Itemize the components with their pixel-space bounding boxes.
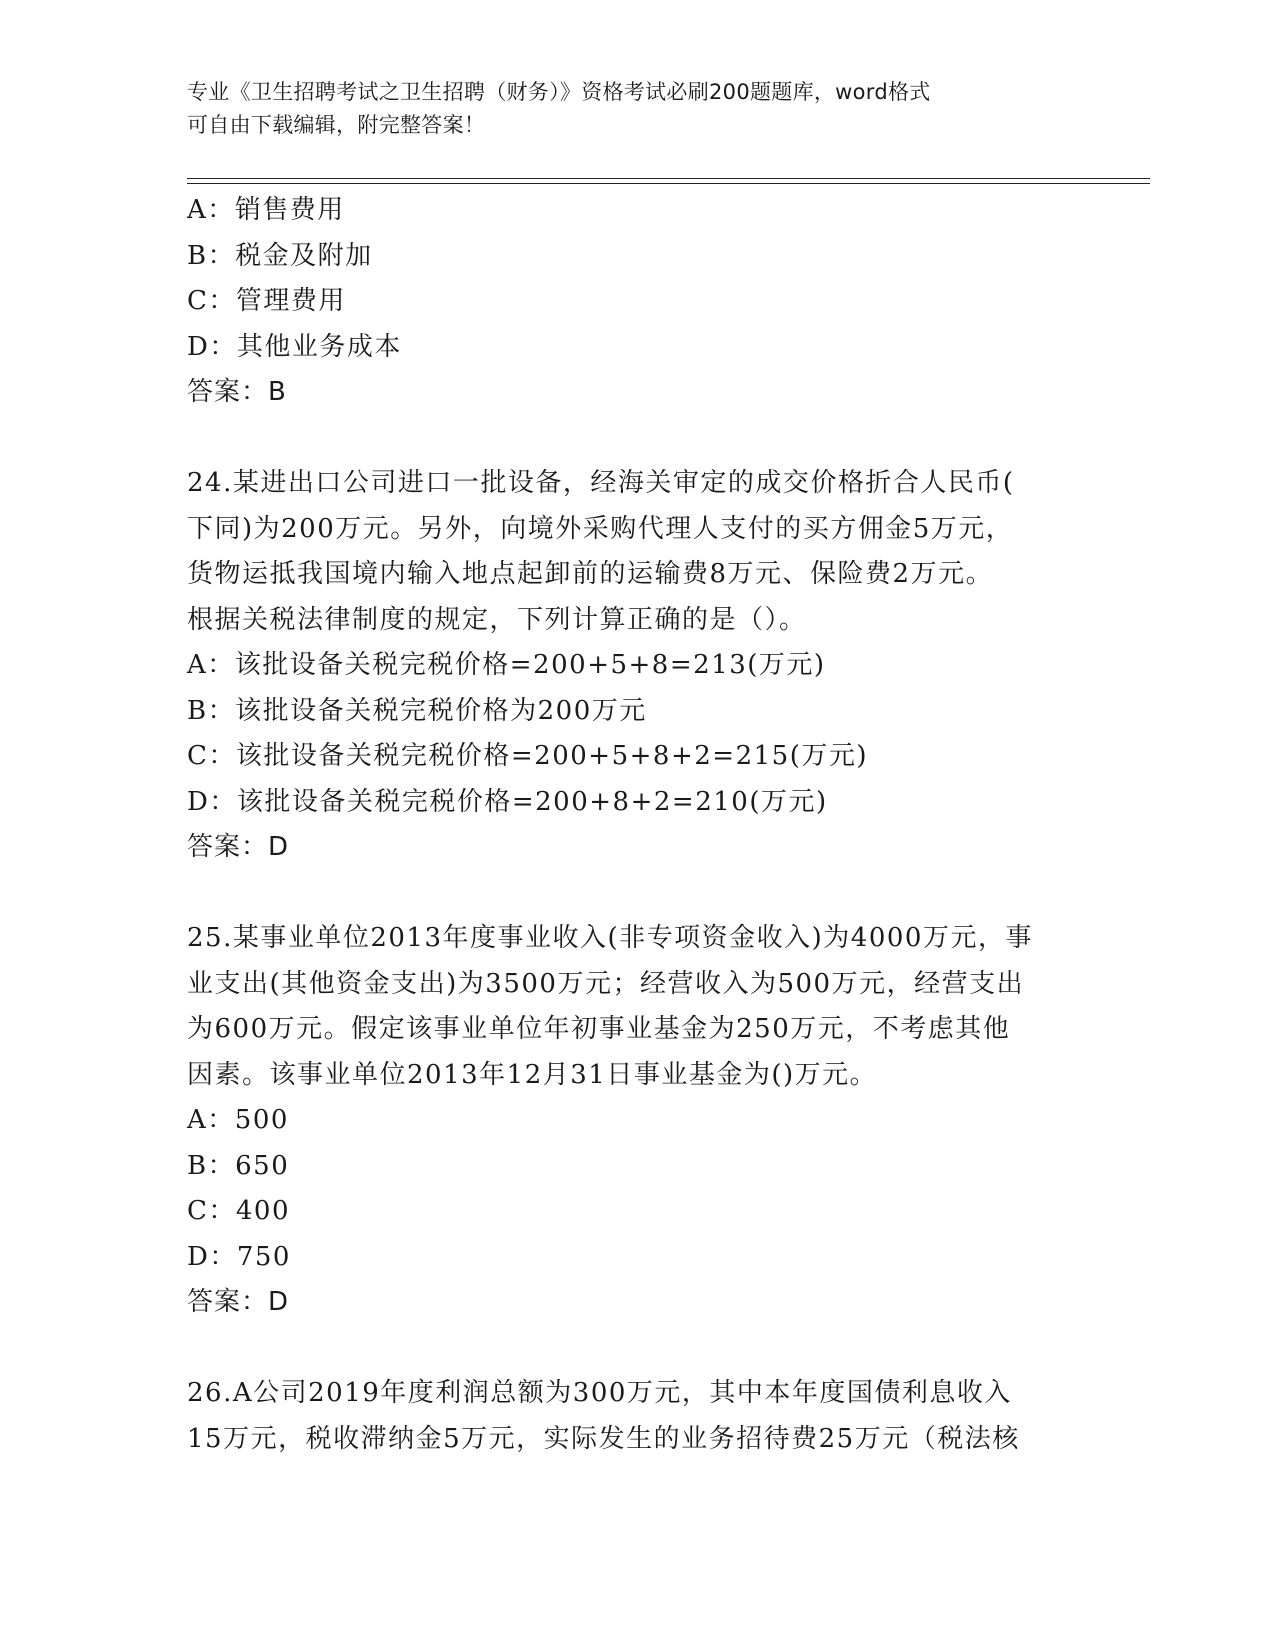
question-text-line: 因素。该事业单位2013年12月31日事业基金为()万元。: [187, 1059, 878, 1090]
option-d: D：750: [187, 1241, 291, 1272]
question-text-line: 业支出(其他资金支出)为3500万元；经营收入为500万元，经营支出: [187, 968, 1025, 999]
option-a: A：销售费用: [187, 195, 345, 225]
option-b: B：税金及附加: [187, 240, 373, 271]
question-text-line: 下同)为200万元。另外，向境外采购代理人支付的买方佣金5万元，: [187, 513, 1014, 544]
option-b: B：该批设备关税完税价格为200万元: [187, 695, 647, 726]
question-24: [187, 461, 1087, 871]
header-line-1: 专业《卫生招聘考试之卫生招聘（财务）》资格考试必刷200题题库，word格式: [187, 80, 931, 104]
question-text-line: 为600万元。假定该事业单位年初事业基金为250万元，不考虑其他: [187, 1014, 1011, 1044]
option-c: C：管理费用: [187, 286, 346, 316]
question-text-line: 货物运抵我国境内输入地点起卸前的运输费8万元、保险费2万元。: [187, 559, 994, 589]
question-text-line: 15万元，税收滞纳金5万元，实际发生的业务招待费25万元（税法核: [187, 1423, 1020, 1454]
question-23-block: [187, 188, 1087, 416]
question-text-line: 根据关税法律制度的规定，下列计算正确的是（）。: [187, 604, 807, 635]
document-header: [187, 76, 1067, 142]
option-a: A：500: [187, 1105, 289, 1135]
question-26: [187, 1371, 1087, 1462]
header-rule-top: [187, 178, 1150, 179]
question-text-line: 25.某事业单位2013年度事业收入(非专项资金收入)为4000万元，事: [187, 923, 1033, 953]
option-d: D：该批设备关税完税价格=200+8+2=210(万元): [187, 786, 828, 817]
answer: 答案：B: [187, 377, 287, 407]
option-d: D：其他业务成本: [187, 331, 402, 362]
option-c: C：该批设备关税完税价格=200+5+8+2=215(万元): [187, 741, 868, 771]
option-a: A：该批设备关税完税价格=200+5+8=213(万元): [187, 650, 826, 680]
question-25: [187, 916, 1087, 1326]
question-text-line: 26.A公司2019年度利润总额为300万元，其中本年度国债利息收入: [187, 1378, 1012, 1408]
option-b: B：650: [187, 1150, 290, 1181]
answer: 答案：D: [187, 1287, 290, 1317]
option-c: C：400: [187, 1196, 291, 1226]
header-line-2: 可自由下载编辑，附完整答案！: [187, 113, 486, 137]
answer: 答案：D: [187, 832, 290, 862]
document-body: [187, 188, 1087, 1462]
question-text-line: 24.某进出口公司进口一批设备，经海关审定的成交价格折合人民币(: [187, 468, 1015, 498]
header-rule-bottom: [187, 183, 1150, 184]
